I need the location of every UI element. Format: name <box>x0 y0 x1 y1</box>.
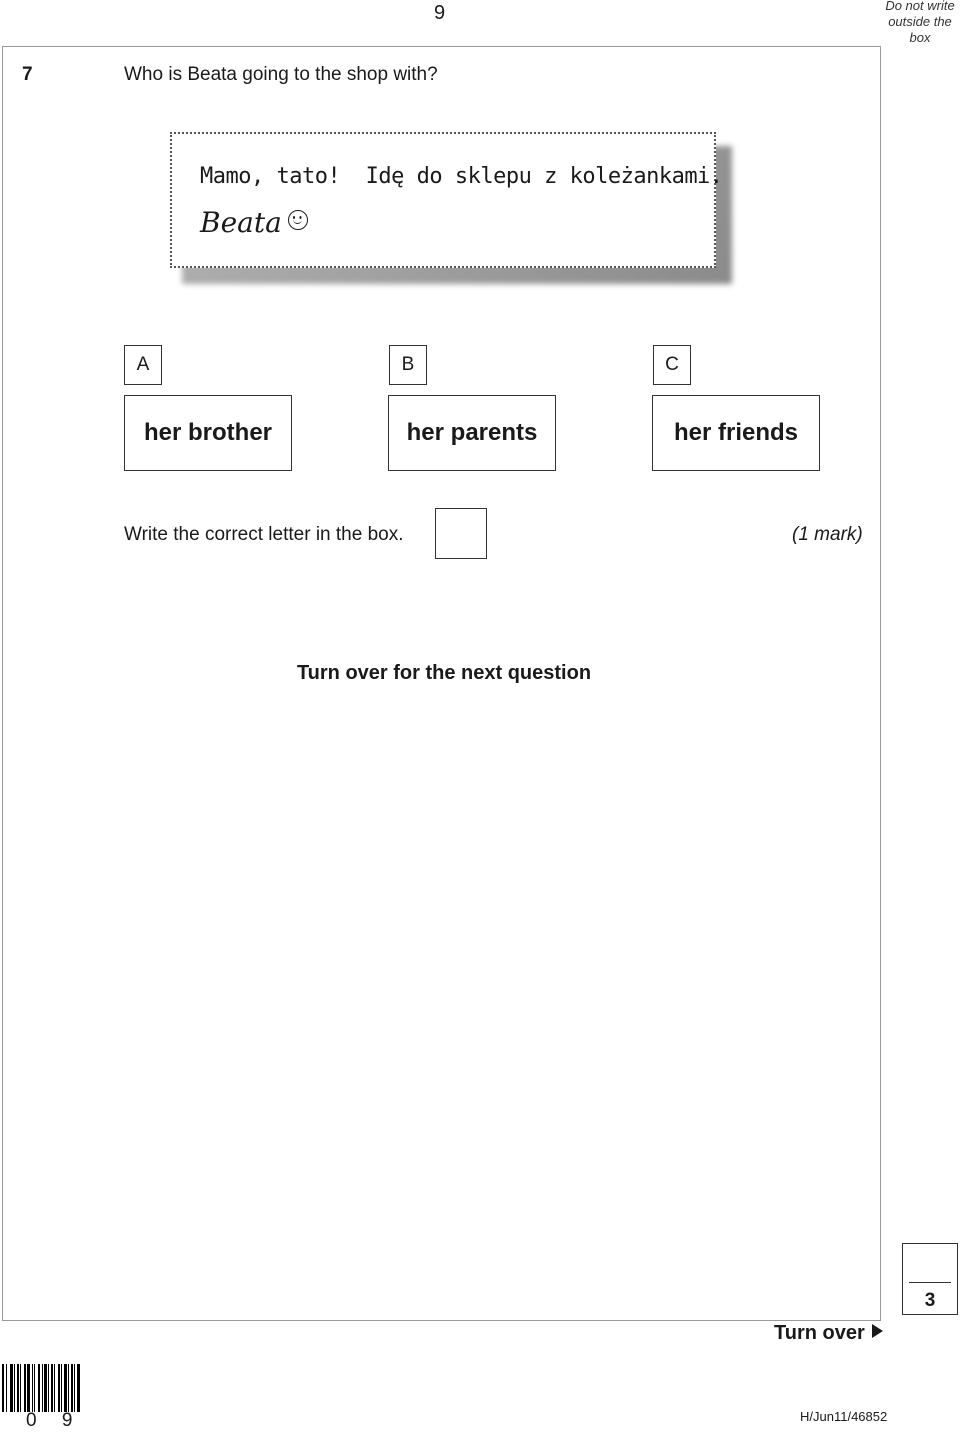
option-b-letter: B <box>389 345 427 385</box>
smiley-icon <box>288 210 308 230</box>
note-signature-name: Beata <box>200 206 282 239</box>
page-frame-bottom <box>2 1320 881 1321</box>
question-text: Who is Beata going to the shop with? <box>124 64 438 85</box>
option-c-box: her friends <box>652 395 820 471</box>
turn-over-text: Turn over <box>774 1322 865 1344</box>
arrow-right-icon <box>872 1324 883 1338</box>
option-a-box: her brother <box>124 395 292 471</box>
note-message: Mamo, tato! Idę do sklepu z koleżankami. <box>200 164 723 189</box>
next-question-note: Turn over for the next question <box>296 662 592 684</box>
option-a-letter: A <box>124 345 162 385</box>
option-c-letter: C <box>653 345 691 385</box>
instruction-text: Write the correct letter in the box. <box>124 524 404 545</box>
question-number: 7 <box>22 64 33 85</box>
barcode-digits: 0 9 <box>26 1410 83 1431</box>
barcode <box>2 1364 98 1412</box>
marks-label: (1 mark) <box>792 524 863 545</box>
answer-box[interactable] <box>435 508 487 559</box>
margin-note: Do not write outside the box <box>885 0 955 45</box>
option-b-box: her parents <box>388 395 556 471</box>
score-box <box>902 1243 958 1315</box>
handwritten-note <box>170 132 723 268</box>
turn-over-label <box>774 1322 883 1345</box>
page-number: 9 <box>434 2 446 24</box>
paper-reference: H/Jun11/46852 <box>800 1409 888 1424</box>
score-value: 3 <box>924 1290 936 1311</box>
score-divider <box>909 1282 951 1283</box>
note-signature <box>200 206 308 239</box>
page-frame-top <box>2 46 880 47</box>
